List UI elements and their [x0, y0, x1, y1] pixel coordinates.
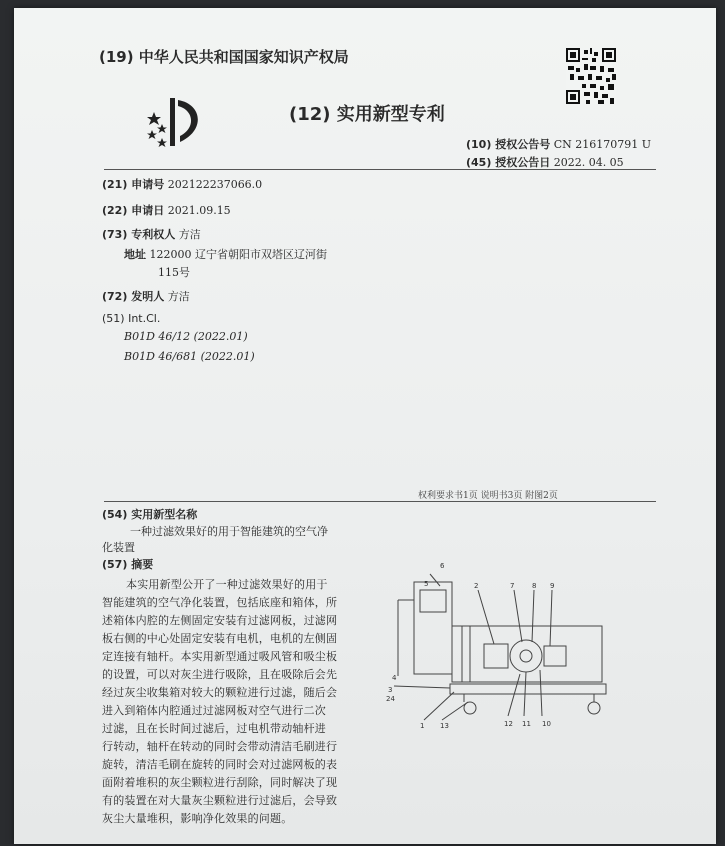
page-counts: 权利要求书1页 说明书3页 附图2页: [418, 491, 558, 501]
publication-date-row: [466, 154, 624, 170]
publication-number: CN 216170791 U: [553, 138, 651, 151]
application-date: 2021.09.15: [167, 204, 231, 217]
abstract-line: 灰尘大量堆积，影响净化效果的问题。: [102, 812, 293, 825]
publication-number-row: [466, 136, 651, 152]
application-number: 202122237066.0: [167, 178, 263, 191]
abstract-line: 定连接有轴杆。本实用新型通过吸风管和吸尘板: [102, 650, 338, 663]
address-label: 地址: [124, 248, 146, 261]
drawing-label: 3: [388, 686, 393, 694]
inventor-label: (72) 发明人: [102, 290, 165, 303]
application-date-label: (22) 申请日: [102, 204, 165, 217]
abstract-line: 面附着堆积的灰尘颗粒进行刮除，同时解决了现: [102, 776, 338, 789]
header-divider: [104, 169, 656, 170]
side-publication-code: [0, 713, 1, 798]
patent-type: (12) 实用新型专利: [289, 104, 445, 125]
utility-model-title-line-2: 化装置: [102, 541, 135, 554]
abstract-line: 旋转，清洁毛刷在旋转的同时会对过滤网板的表: [102, 758, 338, 771]
application-number-row: [102, 176, 262, 192]
int-cl-label: (51) Int.Cl.: [102, 312, 161, 325]
utility-model-title-line-1: 一种过滤效果好的用于智能建筑的空气净: [130, 525, 328, 538]
abstract-line: 经过灰尘收集箱对较大的颗粒进行过滤，随后会: [102, 686, 338, 699]
drawing-label: 4: [392, 674, 397, 682]
abstract-line: 本实用新型公开了一种过滤效果好的用于: [126, 578, 328, 591]
drawing-label: 6: [440, 562, 445, 570]
drawing-label: 2: [474, 582, 479, 590]
application-number-label: (21) 申请号: [102, 178, 165, 191]
int-cl-2: B01D 46/681 (2022.01): [124, 350, 255, 363]
abstract-divider: [104, 501, 656, 502]
drawing-label: 9: [550, 582, 555, 590]
abstract-line: 述箱体内腔的左侧固定安装有过滤网板，过滤网: [102, 614, 338, 627]
drawing-label: 7: [510, 582, 515, 590]
drawing-label: 8: [532, 582, 537, 590]
publication-date-label: (45) 授权公告日: [466, 156, 551, 169]
drawing-label: 24: [386, 695, 395, 703]
drawing-label: 13: [440, 722, 449, 730]
abstract-drawing: [384, 556, 614, 736]
patentee-label: (73) 专利权人: [102, 228, 176, 241]
application-date-row: [102, 202, 231, 218]
inventor: 方洁: [167, 290, 190, 303]
address-row: [124, 246, 327, 262]
abstract-line: 的设置，可以对灰尘进行吸除，且在吸除后会先: [102, 668, 338, 681]
patentee: 方洁: [178, 228, 201, 241]
abstract-line: 有的装置在对大量灰尘颗粒进行过滤后，会导致: [102, 794, 338, 807]
address-line-2: 115号: [158, 266, 190, 279]
patentee-row: [102, 226, 201, 242]
utility-model-title-label: (54) 实用新型名称: [102, 508, 198, 521]
qr-code[interactable]: [566, 48, 616, 104]
inventor-row: [102, 288, 190, 304]
drawing-label: 5: [424, 580, 429, 588]
abstract-line: 智能建筑的空气净化装置，包括底座和箱体，所: [102, 596, 338, 609]
drawing-label: 1: [420, 722, 425, 730]
abstract-line: 板右侧的中心处固定安装有电机，电机的左侧固: [102, 632, 338, 645]
address-line-1: 122000 辽宁省朝阳市双塔区辽河街: [149, 248, 327, 261]
patent-document-page: [14, 8, 716, 844]
drawing-label: 10: [542, 720, 551, 728]
office-name: (19) 中华人民共和国国家知识产权局: [99, 48, 349, 66]
publication-number-label: (10) 授权公告号: [466, 138, 551, 151]
abstract-line: 行转动，轴杆在转动的同时会带动清洁毛刷进行: [102, 740, 338, 753]
publication-date: 2022. 04. 05: [553, 156, 624, 169]
abstract-label: (57) 摘要: [102, 558, 154, 571]
int-cl-1: B01D 46/12 (2022.01): [124, 330, 248, 343]
abstract-line: 进入到箱体内腔通过过滤网板对空气进行二次: [102, 704, 326, 717]
cnipa-logo: [142, 90, 214, 150]
drawing-label: 12: [504, 720, 513, 728]
abstract-line: 过滤，且在长时间过滤后，过电机带动轴杆进: [102, 722, 326, 735]
drawing-label: 11: [522, 720, 531, 728]
